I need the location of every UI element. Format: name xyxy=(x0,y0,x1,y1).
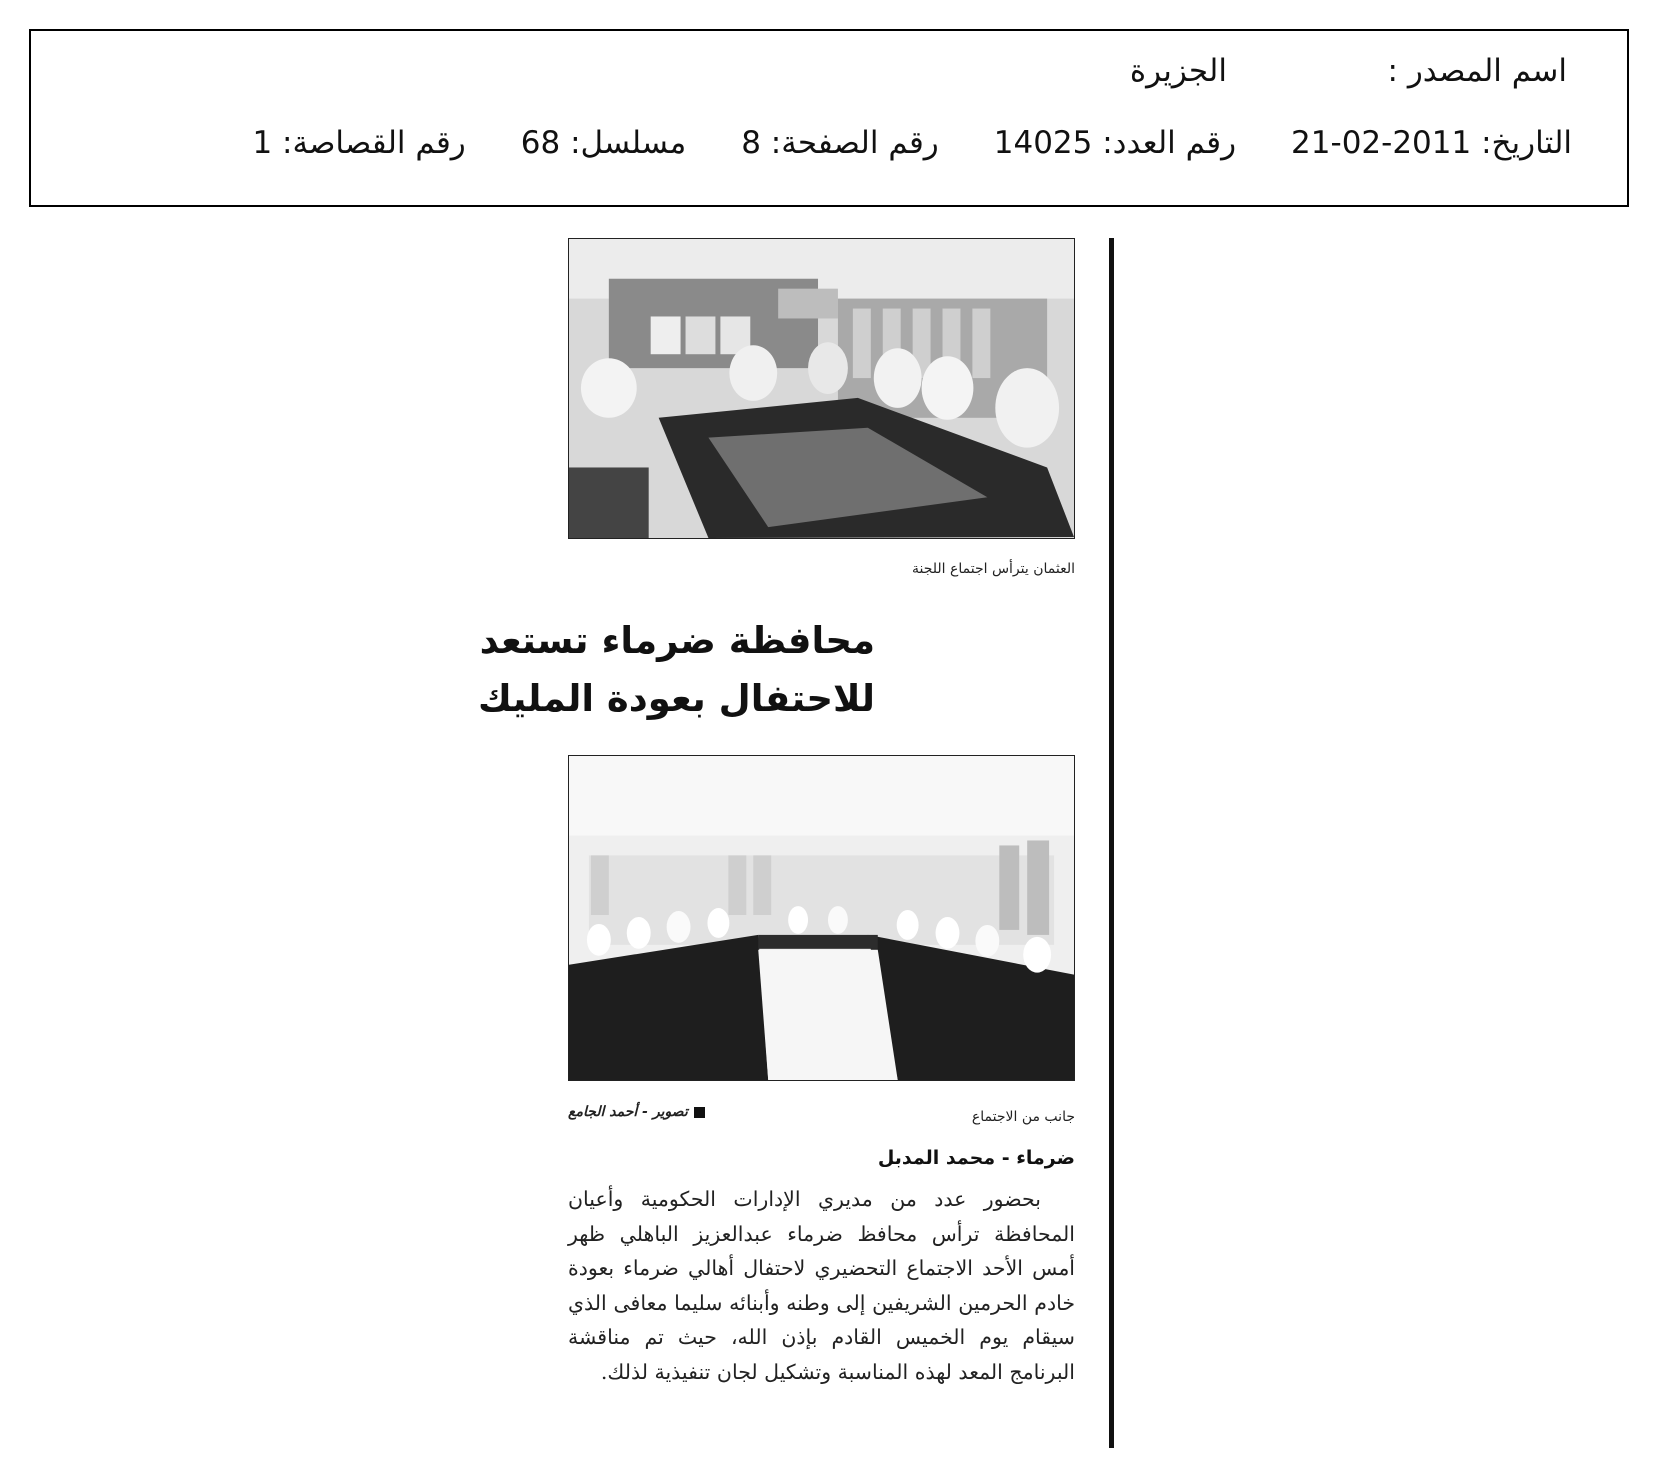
column-divider xyxy=(1109,238,1114,1448)
article-body-paragraph: بحضور عدد من مديري الإدارات الحكومية وأعيان المحافظة ترأس محافظ ضرماء عبدالعزيز الباهلي ظهر أمس الأحد الاجتماع التحضيري لاحتفال أهالي ضرماء بعودة خادم الحرمين الشريفين إلى وطنه وأبنائه سليما معافى الذي سيقام يوم الخميس القادم بإذن الله، حيث تم مناقشة البرنامج المعد لهذه المناسبة وتشكيل لجان تنفيذية لذلك. xyxy=(568,1187,1075,1384)
article-body xyxy=(568,1182,1075,1389)
meta-serial: مسلسل: 68 xyxy=(520,125,687,161)
meta-date: التاريخ: 2011-02-21 xyxy=(1291,125,1572,161)
source-value: الجزيرة xyxy=(1129,53,1227,89)
square-bullet-icon xyxy=(694,1107,705,1118)
meta-clipping-number: رقم القصاصة: 1 xyxy=(252,125,466,161)
photo-credit xyxy=(568,1104,705,1120)
source-label: اسم المصدر : xyxy=(1387,53,1567,89)
meta-page-number: رقم الصفحة: 8 xyxy=(741,125,939,161)
meeting-photo-top xyxy=(568,238,1075,539)
article-byline: ضرماء - محمد المدبل xyxy=(877,1147,1075,1169)
clipping-header xyxy=(29,29,1629,207)
photo-caption-top: العثمان يترأس اجتماع اللجنة xyxy=(912,561,1075,577)
photo-credit-text: تصوير - أحمد الجامع xyxy=(568,1104,688,1120)
article-headline xyxy=(375,612,875,728)
meeting-photo-bottom xyxy=(568,755,1075,1081)
headline-line-2: للاحتفال بعودة المليك xyxy=(478,677,875,720)
headline-line-1: محافظة ضرماء تستعد xyxy=(479,619,875,662)
clipping-meta-row xyxy=(252,125,1572,161)
photo-caption-bottom: جانب من الاجتماع xyxy=(971,1109,1075,1125)
meta-issue-number: رقم العدد: 14025 xyxy=(993,125,1237,161)
